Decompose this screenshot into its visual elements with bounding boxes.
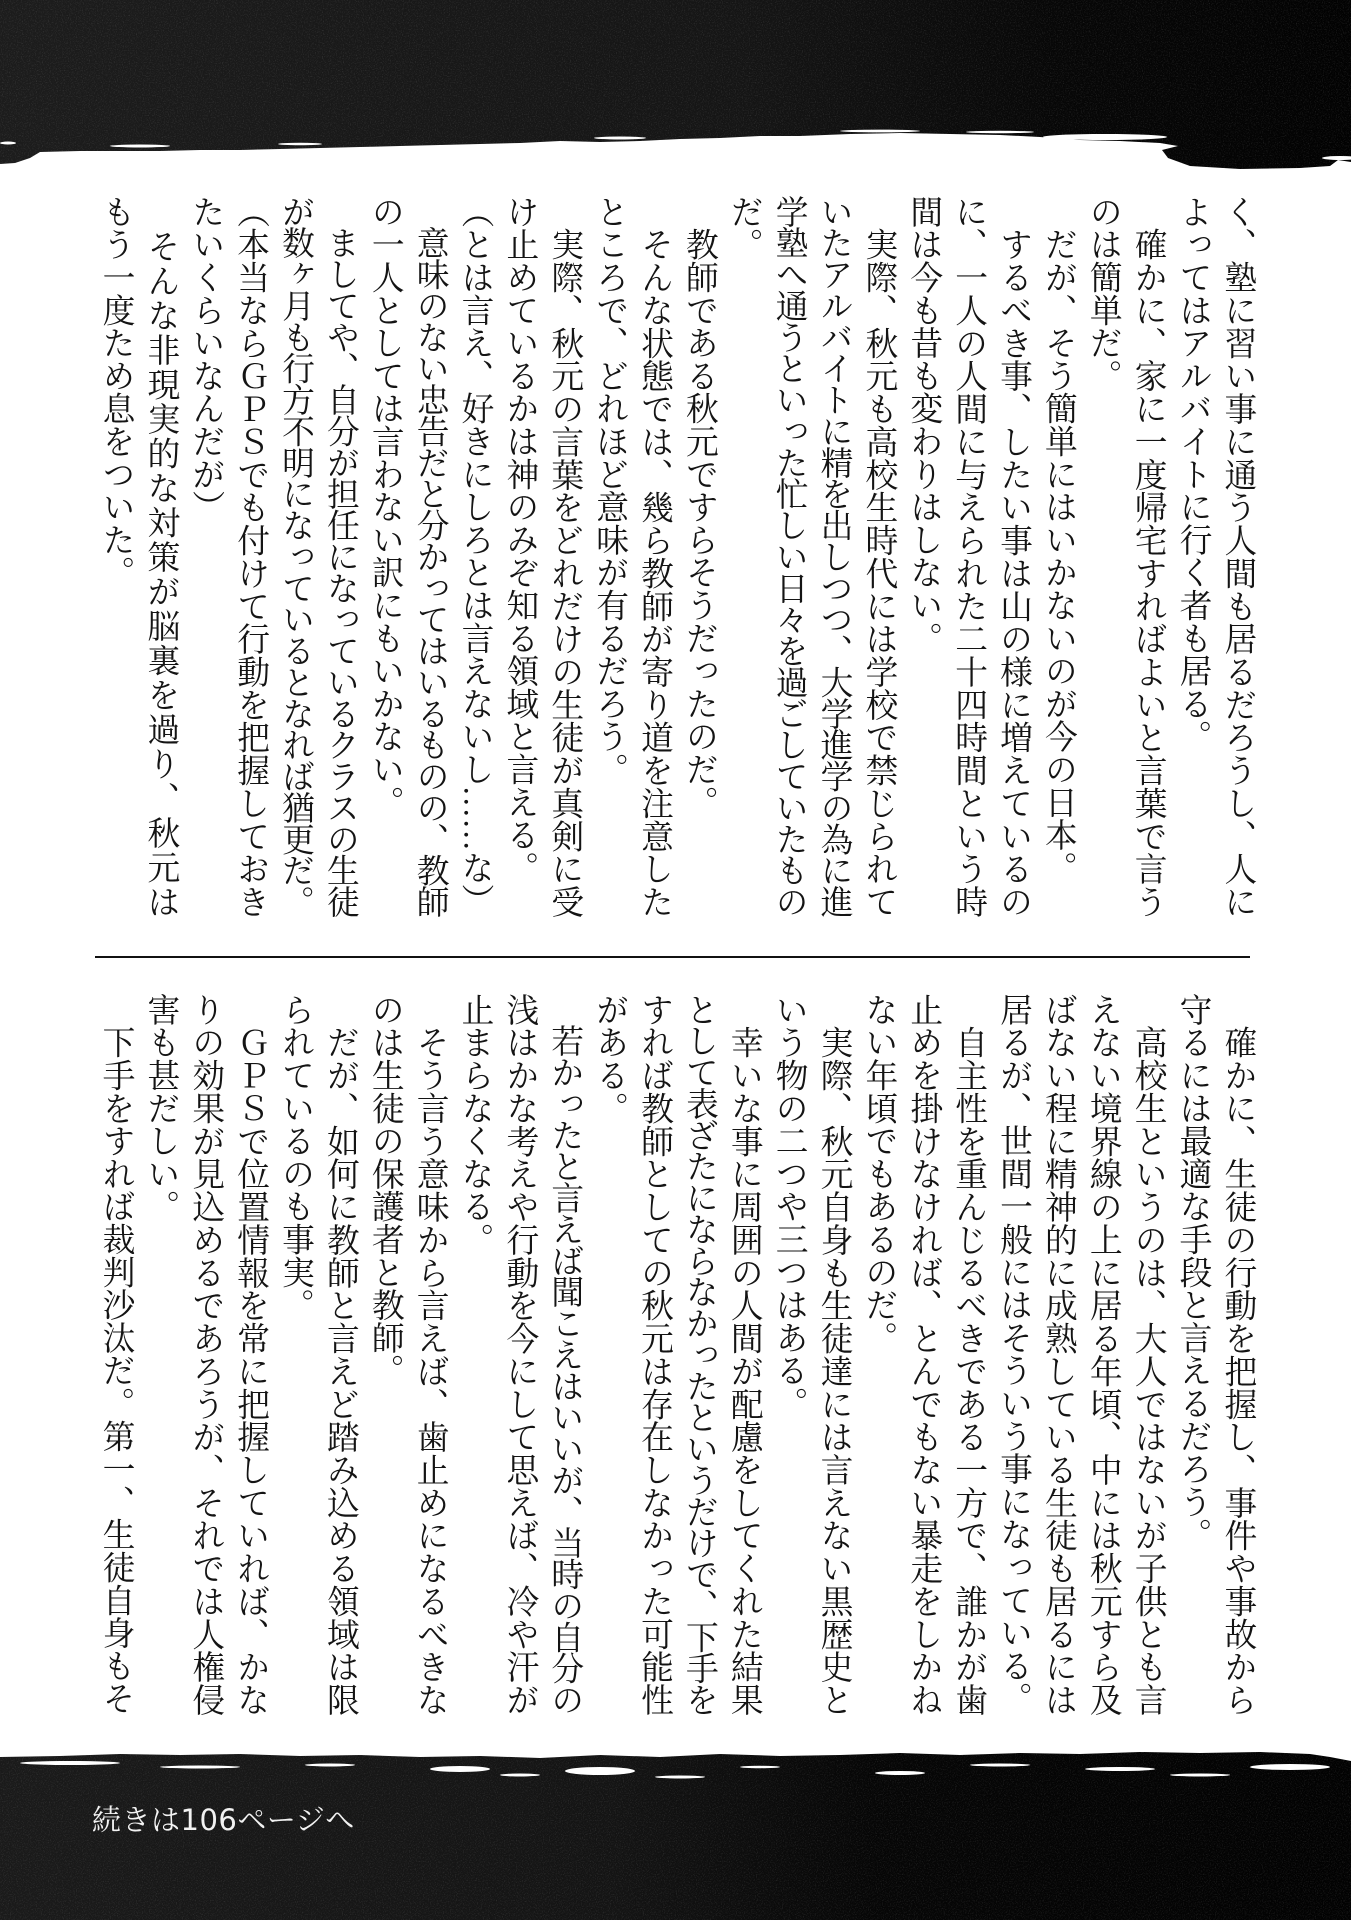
text-column: そう言う意味から言えば、歯止めになるべきな <box>411 993 448 1717</box>
text-column: として表ざたにならなかったというだけで、下手を <box>680 993 717 1715</box>
section-divider <box>95 956 1250 958</box>
text-column: 間は今も昔も変わりはしない。 <box>905 195 942 655</box>
text-column: だが、そう簡単にはいかないのが今の日本。 <box>1039 195 1076 884</box>
text-column: の一人としては言わない訳にもいかない。 <box>366 195 403 819</box>
text-column: 害も甚だしい。 <box>142 993 179 1223</box>
text-column: のは簡単だ。 <box>1084 195 1121 392</box>
text-column: ばない程に精神的に成熟している生徒も居るには <box>1039 993 1076 1717</box>
text-column: 守るには最適な手段と言えるだろう。 <box>1174 993 1211 1551</box>
text-column: く、塾に習い事に通う人間も居るだろうし、人に <box>1219 195 1256 919</box>
text-column: （とは言え、好きにしろとは言えないし……な） <box>456 195 493 917</box>
text-column: 学塾へ通うといった忙しい日々を過ごしていたもの <box>770 195 807 917</box>
text-column: が数ヶ月も行方不明になっているとなれば猶更だ。 <box>277 195 314 917</box>
text-column: だ。 <box>725 195 762 261</box>
text-column: がある。 <box>591 993 628 1125</box>
text-column: 若かったと言えば聞こえはいいが、当時の自分の <box>546 993 583 1715</box>
text-column: ない年頃でもあるのだ。 <box>860 993 897 1354</box>
text-column: いう物の二つや三つはある。 <box>770 993 807 1420</box>
text-column: 幸いな事に周囲の人間が配慮をしてくれた結果 <box>725 993 762 1717</box>
top-ink-band <box>0 0 1351 175</box>
text-column: ところで、どれほど意味が有るだろう。 <box>591 195 628 786</box>
text-column: するべき事、したい事は山の様に増えているの <box>995 195 1032 919</box>
text-column: 実際、秋元の言葉をどれだけの生徒が真剣に受 <box>546 195 583 919</box>
text-column: 高校生というのは、大人ではないが子供とも言 <box>1129 993 1166 1717</box>
text-column: のは生徒の保護者と教師。 <box>366 993 403 1387</box>
text-column: 止まらなくなる。 <box>456 993 493 1256</box>
text-column: ましてや、自分が担任になっているクラスの生徒 <box>321 195 358 917</box>
text-block <box>93 993 1260 1716</box>
text-column: け止めているかは神のみぞ知る領域と言える。 <box>501 195 538 884</box>
text-column: よってはアルバイトに行く者も居る。 <box>1174 195 1211 753</box>
continuation-note: 続きは106ページへ <box>92 1803 355 1837</box>
text-column: 止めを掛けなければ、とんでもない暴走をしかね <box>905 993 942 1717</box>
text-column: （本当ならＧＰＳでも付けて行動を把握しておき <box>232 195 269 919</box>
text-column: 確かに、生徒の行動を把握し、事件や事故から <box>1219 993 1256 1717</box>
text-column: 実際、秋元自身も生徒達には言えない黒歴史と <box>815 993 852 1717</box>
text-column: だが、如何に教師と言えど踏み込める領域は限 <box>321 993 358 1717</box>
text-column: そんな状態では、幾ら教師が寄り道を注意した <box>636 195 673 919</box>
text-block <box>93 195 1260 918</box>
text-column: 実際、秋元も高校生時代には学校で禁じられて <box>860 195 897 919</box>
text-column: 教師である秋元ですらそうだったのだ。 <box>680 195 717 819</box>
text-column: 自主性を重んじるべきである一方で、誰かが歯 <box>950 993 987 1717</box>
text-column: 確かに、家に一度帰宅すればよいと言葉で言う <box>1129 195 1166 919</box>
text-column: 居るが、世間一般にはそういう事になっている。 <box>995 993 1032 1715</box>
text-column: いたアルバイトに精を出しつつ、大学進学の為に進 <box>815 195 852 917</box>
text-column: すれば教師としての秋元は存在しなかった可能性 <box>636 993 673 1717</box>
text-column: たいくらいなんだが） <box>187 195 224 523</box>
text-column: そんな非現実的な対策が脳裏を過り、秋元は <box>142 195 179 920</box>
text-column: りの効果が見込めるであろうが、それでは人権侵 <box>187 993 224 1717</box>
text-column: 下手をすれば裁判沙汰だ。第一、生徒自身もそ <box>97 993 134 1715</box>
text-column: 意味のない忠告だと分かってはいるものの、教師 <box>411 195 448 917</box>
text-column: もう一度ため息をついた。 <box>97 195 134 589</box>
text-column: られているのも事実。 <box>277 993 314 1321</box>
text-column: ＧＰＳで位置情報を常に把握していれば、かな <box>232 993 269 1717</box>
text-column: えない境界線の上に居る年頃、中には秋元すら及 <box>1084 993 1121 1717</box>
text-column: に、一人の人間に与えられた二十四時間という時 <box>950 195 987 919</box>
text-column: 浅はかな考えや行動を今にして思えば、冷や汗が <box>501 993 538 1717</box>
